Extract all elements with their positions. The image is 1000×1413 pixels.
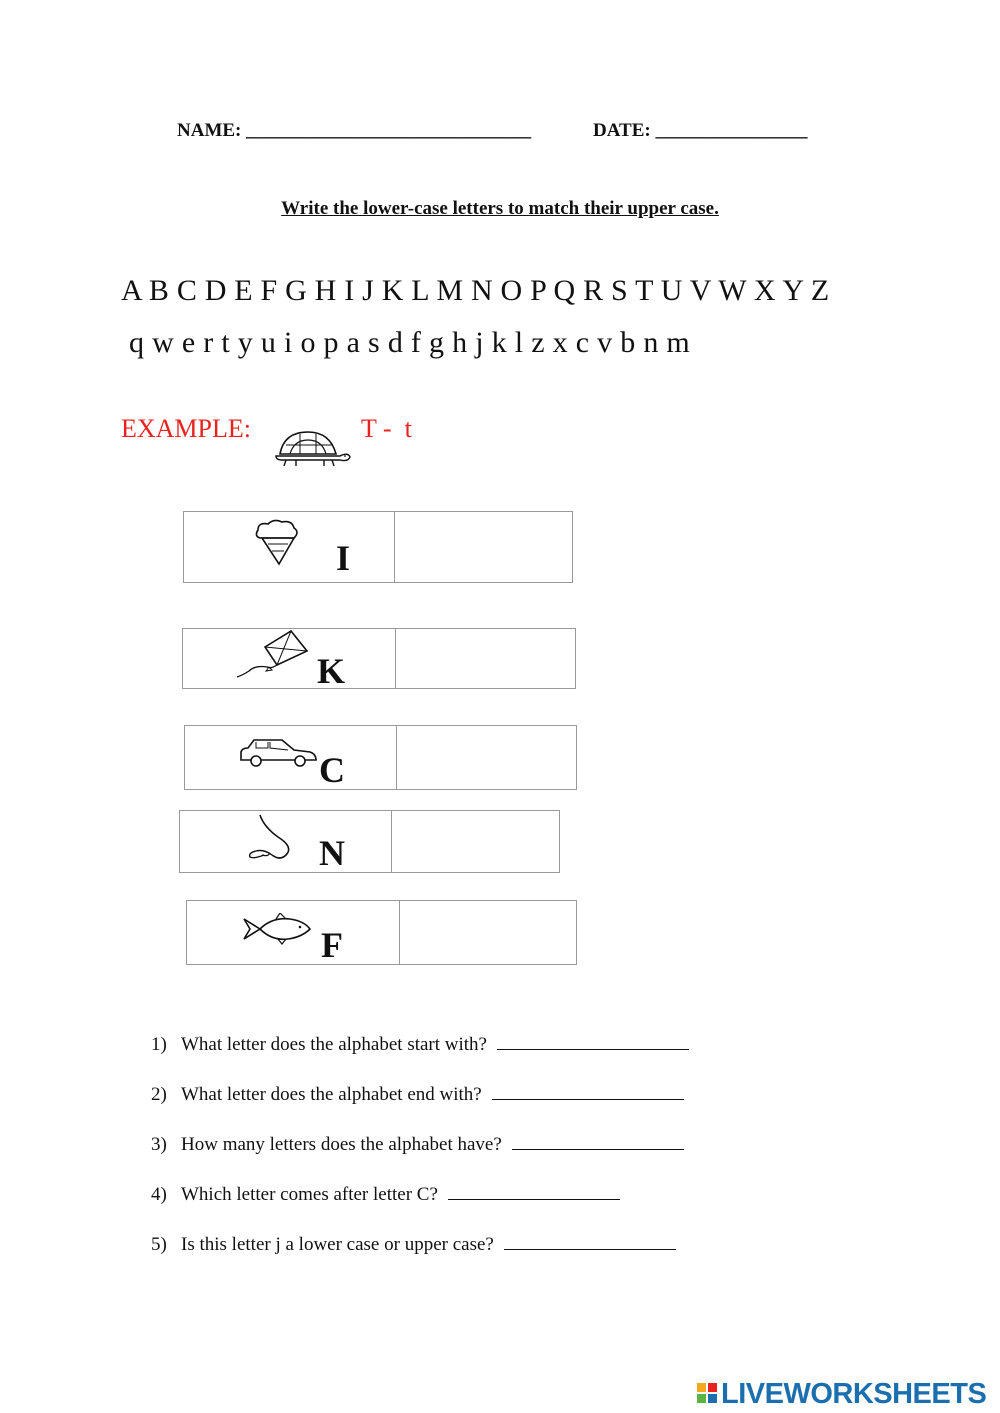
uppercase-letter: C <box>319 750 345 790</box>
question-number: 1) <box>151 1034 167 1055</box>
question-item <box>151 1183 620 1206</box>
question-item <box>151 1033 689 1056</box>
ice-cream-icon <box>252 518 302 568</box>
answer-cell[interactable] <box>396 726 576 789</box>
uppercase-letter: K <box>317 651 346 691</box>
uppercase-letter: N <box>319 833 345 873</box>
liveworksheets-logo <box>697 1378 986 1411</box>
question-text: Is this letter j a lower case or upper case? <box>181 1234 494 1255</box>
answer-blank[interactable] <box>492 1083 684 1100</box>
picture-cell <box>184 512 395 582</box>
lowercase-alphabet: q w e r t y u i o p a s d f g h j k l z x c v b n m <box>129 326 691 359</box>
question-item <box>151 1233 676 1256</box>
picture-cell <box>187 901 400 964</box>
name-field-label: NAME: ______________________________ <box>177 120 532 141</box>
question-number: 2) <box>151 1084 167 1105</box>
answer-blank[interactable] <box>448 1183 620 1200</box>
date-field-label: DATE: ________________ <box>593 120 808 141</box>
fish-icon <box>242 913 312 945</box>
match-row <box>184 725 577 790</box>
answer-blank[interactable] <box>504 1233 676 1250</box>
answer-cell[interactable] <box>399 901 576 964</box>
uppercase-alphabet: A B C D E F G H I J K L M N O P Q R S T U V W X Y Z <box>121 274 830 307</box>
answer-blank[interactable] <box>512 1133 684 1150</box>
uppercase-letter: F <box>321 925 343 965</box>
nose-icon <box>244 813 300 865</box>
picture-cell <box>185 726 397 789</box>
question-number: 3) <box>151 1134 167 1155</box>
match-row <box>179 810 560 873</box>
question-text: What letter does the alphabet end with? <box>181 1084 482 1105</box>
turtle-icon <box>270 428 352 468</box>
answer-blank[interactable] <box>497 1033 689 1050</box>
question-number: 5) <box>151 1234 167 1255</box>
match-row <box>186 900 577 965</box>
kite-icon <box>233 629 315 679</box>
example-label: EXAMPLE: <box>121 414 251 443</box>
question-text: Which letter comes after letter C? <box>181 1184 438 1205</box>
question-text: What letter does the alphabet start with? <box>181 1034 487 1055</box>
match-row <box>182 628 576 689</box>
car-icon <box>238 738 318 770</box>
picture-cell <box>183 629 396 691</box>
instruction-text: Write the lower-case letters to match their upper case. <box>281 198 719 219</box>
question-number: 4) <box>151 1184 167 1205</box>
example-answer: T - t <box>361 414 412 443</box>
question-item <box>151 1083 684 1106</box>
match-row <box>183 511 573 583</box>
answer-cell[interactable] <box>395 629 575 688</box>
question-item <box>151 1133 684 1156</box>
liveworksheets-logo-icon <box>697 1383 719 1405</box>
uppercase-letter: I <box>336 538 351 578</box>
answer-cell[interactable] <box>391 811 559 872</box>
picture-cell <box>180 811 392 872</box>
question-text: How many letters does the alphabet have? <box>181 1134 502 1155</box>
logo-text: LIVEWORKSHEETS <box>721 1378 987 1410</box>
answer-cell[interactable] <box>394 512 572 582</box>
